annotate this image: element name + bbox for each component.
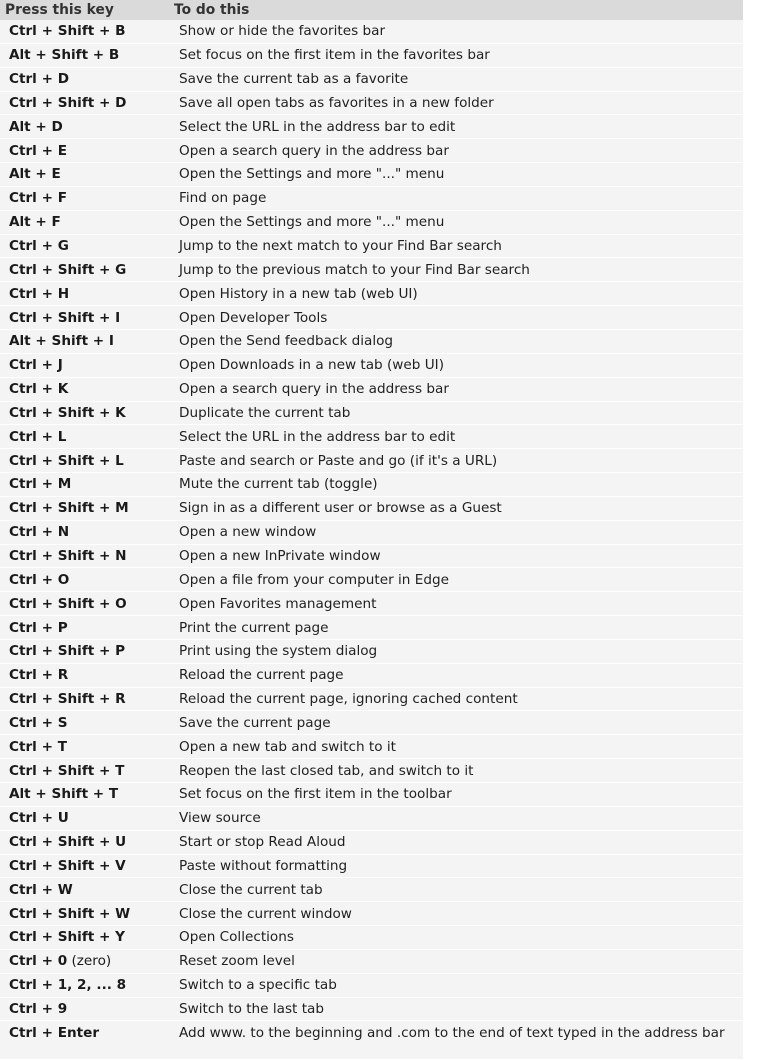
shortcut-action: Open the Send feedback dialog bbox=[170, 329, 743, 353]
shortcut-action: Set focus on the first item in the toolbar bbox=[170, 783, 743, 807]
shortcut-action: Print the current page bbox=[170, 616, 743, 640]
table-row bbox=[0, 735, 743, 759]
shortcut-action: Open the Settings and more "..." menu bbox=[170, 210, 743, 234]
table-row bbox=[0, 282, 743, 306]
table-row bbox=[0, 67, 743, 91]
shortcut-key: Ctrl + Shift + V bbox=[9, 857, 126, 874]
shortcut-action: Open a file from your computer in Edge bbox=[170, 568, 743, 592]
shortcut-key: Alt + D bbox=[9, 118, 63, 135]
shortcut-key: Ctrl + Shift + N bbox=[9, 547, 127, 564]
table-header bbox=[0, 0, 743, 20]
shortcut-action: Show or hide the favorites bar bbox=[170, 20, 743, 43]
shortcut-action: View source bbox=[170, 806, 743, 830]
shortcut-key-cell bbox=[0, 997, 170, 1021]
shortcut-action: Save the current tab as a favorite bbox=[170, 67, 743, 91]
shortcut-key-cell bbox=[0, 353, 170, 377]
shortcut-action: Add www. to the beginning and .com to the end of text typed in the address bar bbox=[170, 1021, 743, 1060]
shortcut-key-cell bbox=[0, 687, 170, 711]
shortcut-key: Ctrl + 9 bbox=[9, 1001, 68, 1018]
shortcut-action: Find on page bbox=[170, 186, 743, 210]
shortcut-key-cell bbox=[0, 616, 170, 640]
shortcut-action: Jump to the next match to your Find Bar search bbox=[170, 234, 743, 258]
shortcut-action: Open Favorites management bbox=[170, 592, 743, 616]
table-row bbox=[0, 425, 743, 449]
shortcut-key-cell bbox=[0, 473, 170, 497]
shortcut-key-cell bbox=[0, 711, 170, 735]
shortcut-action: Save all open tabs as favorites in a new folder bbox=[170, 91, 743, 115]
shortcut-action: Reset zoom level bbox=[170, 949, 743, 973]
shortcut-action: Set focus on the first item in the favorites bar bbox=[170, 43, 743, 67]
shortcut-key: Ctrl + Shift + R bbox=[9, 691, 126, 708]
shortcut-key-cell bbox=[0, 43, 170, 67]
table-row bbox=[0, 377, 743, 401]
table-row bbox=[0, 639, 743, 663]
shortcut-key: Ctrl + Shift + P bbox=[9, 643, 126, 660]
shortcut-key-cell bbox=[0, 163, 170, 187]
shortcut-key-cell bbox=[0, 759, 170, 783]
header-row bbox=[0, 0, 743, 20]
shortcut-key-cell bbox=[0, 735, 170, 759]
shortcut-key-cell bbox=[0, 449, 170, 473]
table-row bbox=[0, 973, 743, 997]
shortcut-action: Paste without formatting bbox=[170, 854, 743, 878]
table-row bbox=[0, 163, 743, 187]
table-row bbox=[0, 520, 743, 544]
shortcut-key: Ctrl + U bbox=[9, 810, 69, 827]
shortcut-key: Ctrl + Shift + I bbox=[9, 309, 121, 326]
shortcut-key-cell bbox=[0, 67, 170, 91]
shortcut-key-cell bbox=[0, 520, 170, 544]
table-body bbox=[0, 20, 743, 1060]
shortcut-action: Print using the system dialog bbox=[170, 639, 743, 663]
shortcut-action: Select the URL in the address bar to edit bbox=[170, 115, 743, 139]
table-row bbox=[0, 1021, 743, 1060]
shortcut-key-cell bbox=[0, 234, 170, 258]
shortcut-action: Open Developer Tools bbox=[170, 306, 743, 330]
shortcut-action: Jump to the previous match to your Find Bar search bbox=[170, 258, 743, 282]
shortcut-key: Ctrl + K bbox=[9, 381, 69, 398]
shortcut-action: Close the current window bbox=[170, 902, 743, 926]
shortcut-action: Open Downloads in a new tab (web UI) bbox=[170, 353, 743, 377]
shortcut-key: Ctrl + Enter bbox=[9, 1025, 100, 1042]
shortcut-key: Ctrl + Shift + U bbox=[9, 834, 127, 851]
shortcut-key: Alt + E bbox=[9, 166, 61, 183]
table-row bbox=[0, 401, 743, 425]
shortcut-key: Alt + Shift + B bbox=[9, 47, 120, 64]
table-row bbox=[0, 43, 743, 67]
shortcut-key-cell bbox=[0, 639, 170, 663]
shortcut-action: Open a new window bbox=[170, 520, 743, 544]
shortcut-key-cell bbox=[0, 926, 170, 950]
table-row bbox=[0, 449, 743, 473]
shortcut-key: Ctrl + T bbox=[9, 738, 67, 755]
shortcut-key: Ctrl + L bbox=[9, 428, 67, 445]
shortcut-key: Ctrl + D bbox=[9, 71, 69, 88]
table-row bbox=[0, 496, 743, 520]
table-row bbox=[0, 949, 743, 973]
table-row bbox=[0, 306, 743, 330]
shortcut-action: Reload the current page bbox=[170, 663, 743, 687]
shortcut-key: Ctrl + F bbox=[9, 190, 67, 207]
table-row bbox=[0, 329, 743, 353]
shortcut-key: Ctrl + P bbox=[9, 619, 68, 636]
shortcut-key-cell bbox=[0, 544, 170, 568]
shortcut-action: Open a search query in the address bar bbox=[170, 377, 743, 401]
shortcut-action: Start or stop Read Aloud bbox=[170, 830, 743, 854]
shortcut-action: Paste and search or Paste and go (if it's a URL) bbox=[170, 449, 743, 473]
shortcut-action: Switch to a specific tab bbox=[170, 973, 743, 997]
shortcut-key: Ctrl + N bbox=[9, 524, 70, 541]
shortcut-key: Alt + F bbox=[9, 214, 61, 231]
shortcut-key-cell bbox=[0, 806, 170, 830]
table-row bbox=[0, 806, 743, 830]
shortcut-key-cell bbox=[0, 663, 170, 687]
shortcut-action: Open Collections bbox=[170, 926, 743, 950]
shortcut-action: Open a new InPrivate window bbox=[170, 544, 743, 568]
shortcut-action: Save the current page bbox=[170, 711, 743, 735]
table-row bbox=[0, 783, 743, 807]
shortcut-key-cell bbox=[0, 878, 170, 902]
table-row bbox=[0, 711, 743, 735]
shortcut-key: Ctrl + W bbox=[9, 881, 73, 898]
shortcut-action: Open History in a new tab (web UI) bbox=[170, 282, 743, 306]
shortcut-key: Ctrl + Shift + T bbox=[9, 762, 125, 779]
shortcut-key: Ctrl + Shift + B bbox=[9, 23, 126, 40]
shortcut-key-cell bbox=[0, 258, 170, 282]
table-row bbox=[0, 544, 743, 568]
table-row bbox=[0, 616, 743, 640]
shortcut-key: Ctrl + Shift + W bbox=[9, 905, 131, 922]
header-action-column: To do this bbox=[170, 0, 743, 20]
shortcut-action: Sign in as a different user or browse as a Guest bbox=[170, 496, 743, 520]
table-row bbox=[0, 663, 743, 687]
shortcut-action: Mute the current tab (toggle) bbox=[170, 473, 743, 497]
table-row bbox=[0, 353, 743, 377]
shortcut-key-cell bbox=[0, 592, 170, 616]
shortcut-key: Ctrl + M bbox=[9, 476, 72, 493]
table-row bbox=[0, 234, 743, 258]
shortcut-action: Open a search query in the address bar bbox=[170, 139, 743, 163]
shortcut-key: Ctrl + R bbox=[9, 667, 69, 684]
shortcut-action: Open the Settings and more "..." menu bbox=[170, 163, 743, 187]
shortcut-key-cell bbox=[0, 210, 170, 234]
shortcut-key-note: (zero) bbox=[67, 953, 112, 970]
table-row bbox=[0, 854, 743, 878]
shortcut-key: Ctrl + H bbox=[9, 285, 70, 302]
shortcut-key-cell bbox=[0, 139, 170, 163]
table-row bbox=[0, 115, 743, 139]
shortcut-key: Ctrl + E bbox=[9, 142, 67, 159]
shortcut-key-cell bbox=[0, 115, 170, 139]
shortcut-key: Alt + Shift + T bbox=[9, 786, 119, 803]
table-row bbox=[0, 258, 743, 282]
shortcut-key-cell bbox=[0, 854, 170, 878]
shortcut-key-cell bbox=[0, 496, 170, 520]
shortcut-key-cell bbox=[0, 401, 170, 425]
table-row bbox=[0, 997, 743, 1021]
shortcut-key: Ctrl + Shift + M bbox=[9, 500, 129, 517]
shortcut-action: Duplicate the current tab bbox=[170, 401, 743, 425]
shortcut-key: Ctrl + 0 bbox=[9, 953, 68, 970]
shortcut-action: Switch to the last tab bbox=[170, 997, 743, 1021]
shortcut-key-cell bbox=[0, 902, 170, 926]
table-row bbox=[0, 926, 743, 950]
shortcut-key: Ctrl + S bbox=[9, 714, 68, 731]
shortcut-key-cell bbox=[0, 186, 170, 210]
table-row bbox=[0, 186, 743, 210]
shortcut-key-cell bbox=[0, 306, 170, 330]
shortcut-action: Close the current tab bbox=[170, 878, 743, 902]
shortcut-action: Select the URL in the address bar to edit bbox=[170, 425, 743, 449]
shortcut-key: Alt + Shift + I bbox=[9, 333, 114, 350]
shortcut-key-cell bbox=[0, 91, 170, 115]
table-row bbox=[0, 568, 743, 592]
shortcut-key: Ctrl + Shift + D bbox=[9, 94, 127, 111]
header-key-column: Press this key bbox=[0, 0, 170, 20]
table-row bbox=[0, 830, 743, 854]
shortcut-key-cell bbox=[0, 282, 170, 306]
shortcut-key-cell bbox=[0, 568, 170, 592]
shortcut-key: Ctrl + Shift + L bbox=[9, 452, 124, 469]
shortcut-key: Ctrl + G bbox=[9, 238, 69, 255]
table-row bbox=[0, 91, 743, 115]
shortcut-action: Reopen the last closed tab, and switch to it bbox=[170, 759, 743, 783]
table-row bbox=[0, 592, 743, 616]
shortcut-key-cell bbox=[0, 20, 170, 43]
shortcut-key: Ctrl + Shift + G bbox=[9, 261, 127, 278]
shortcut-key-cell bbox=[0, 1021, 170, 1060]
shortcut-key: Ctrl + Shift + Y bbox=[9, 929, 125, 946]
shortcut-key: Ctrl + J bbox=[9, 357, 63, 374]
table-row bbox=[0, 878, 743, 902]
shortcut-key-cell bbox=[0, 830, 170, 854]
shortcut-key-cell bbox=[0, 783, 170, 807]
table-row bbox=[0, 210, 743, 234]
shortcut-action: Reload the current page, ignoring cached content bbox=[170, 687, 743, 711]
table-row bbox=[0, 759, 743, 783]
shortcut-key-cell bbox=[0, 377, 170, 401]
shortcut-key-cell bbox=[0, 949, 170, 973]
table-row bbox=[0, 20, 743, 43]
shortcut-key-cell bbox=[0, 425, 170, 449]
shortcut-key: Ctrl + 1, 2, ... 8 bbox=[9, 977, 127, 994]
shortcut-key-cell bbox=[0, 973, 170, 997]
table-row bbox=[0, 139, 743, 163]
shortcut-key: Ctrl + O bbox=[9, 571, 70, 588]
shortcut-action: Open a new tab and switch to it bbox=[170, 735, 743, 759]
shortcut-key-cell bbox=[0, 329, 170, 353]
table-row bbox=[0, 687, 743, 711]
shortcut-key: Ctrl + Shift + O bbox=[9, 595, 127, 612]
table-row bbox=[0, 473, 743, 497]
table-row bbox=[0, 902, 743, 926]
shortcut-key: Ctrl + Shift + K bbox=[9, 404, 126, 421]
